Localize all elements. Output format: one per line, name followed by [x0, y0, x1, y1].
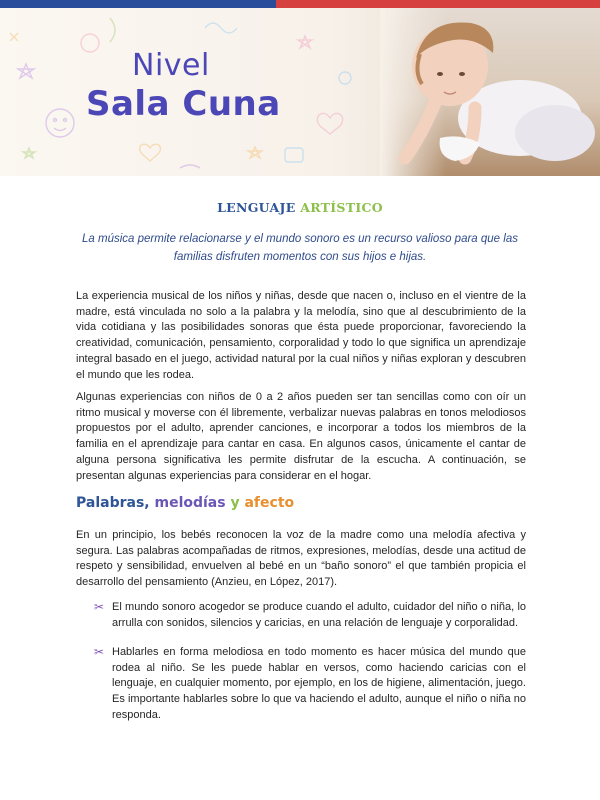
subheading-word-1: Palabras,	[76, 495, 150, 511]
header-banner	[0, 8, 600, 176]
list-item	[94, 645, 526, 724]
section-title-part2: ARTÍSTICO	[300, 200, 383, 215]
level-label: Nivel	[132, 48, 210, 83]
baby-crawling-photo	[380, 8, 600, 176]
top-color-bar	[0, 0, 600, 8]
ornament-bullet-icon: ✂	[94, 600, 105, 614]
body-paragraph-1: La experiencia musical de los niños y niñas, desde que nacen o, incluso en el vientre de la madre, está vinculada no solo a la palabra y la melodía, sino que al descubrimiento de la vida cotidiana y las posibilidades sonoras que ésta puede proporcionar, favoreciendo la creatividad, comunicación, pensamiento, corporalidad y todo lo que significa un aprendizaje integral basado en el juego, actividad natural por la cual niños y niñas exploran y descubren el mundo que les rodea.	[76, 290, 526, 381]
body-paragraph-2: Algunas experiencias con niños de 0 a 2 años pueden ser tan sencillas como con oír un ritmo musical y moverse con él libremente, verbalizar nuevas palabras en tonos melodiosos propuestos por el adulto, aprender canciones, e incorporar a todos los miembros de la familia en el aprendizaje para cantar en casa. En algunos casos, únicamente el cantar de alguna persona significativa les permite disfrutar de la escucha. A continuación, se presentan algunas experiencias para considerar en el hogar.	[76, 391, 526, 482]
ornament-bullet-icon: ✂	[94, 645, 105, 659]
list-item-text: El mundo sonoro acogedor se produce cuando el adulto, cuidador del niño o niña, lo arrulla con sonidos, silencios y caricias, en una relación de lenguaje y corporalidad.	[112, 601, 526, 629]
intro-quote: La música permite relacionarse y el mundo sonoro es un recurso valioso para que las familias disfruten momentos con sus hijos e hijas.	[82, 233, 518, 263]
subsection-heading	[76, 495, 294, 511]
subheading-word-3: y	[230, 495, 240, 511]
list-item-text: Hablarles en forma melodiosa en todo momento es hacer música del mundo que rodea al niño. Se les puede hablar en versos, como haciendo caricias con el lenguaje, en cualquier momento, por ejemplo, en los de higiene, alimentación, juego. Es importante hablarles sobre lo que va haciendo el adulto, aunque el niño o niña no responda.	[112, 646, 526, 721]
subsection-paragraph: En un principio, los bebés reconocen la voz de la madre como una melodía afectiva y segura. Las palabras acompañadas de ritmos, expresiones, melodías, desde una actitud de respeto y sensibilidad, envuelven al bebé en un “baño sonoro” el que también propicia el desarrollo del pensamiento (Anzieu, en López, 2017).	[76, 529, 526, 589]
top-bar-blue	[0, 0, 276, 8]
top-bar-red	[276, 0, 600, 8]
section-title	[0, 200, 600, 215]
list-item	[94, 600, 526, 631]
subheading-word-4: afecto	[244, 495, 295, 511]
level-name: Sala Cuna	[86, 84, 281, 124]
subheading-word-2: melodías	[154, 495, 226, 511]
section-title-part1: LENGUAJE	[217, 200, 296, 215]
